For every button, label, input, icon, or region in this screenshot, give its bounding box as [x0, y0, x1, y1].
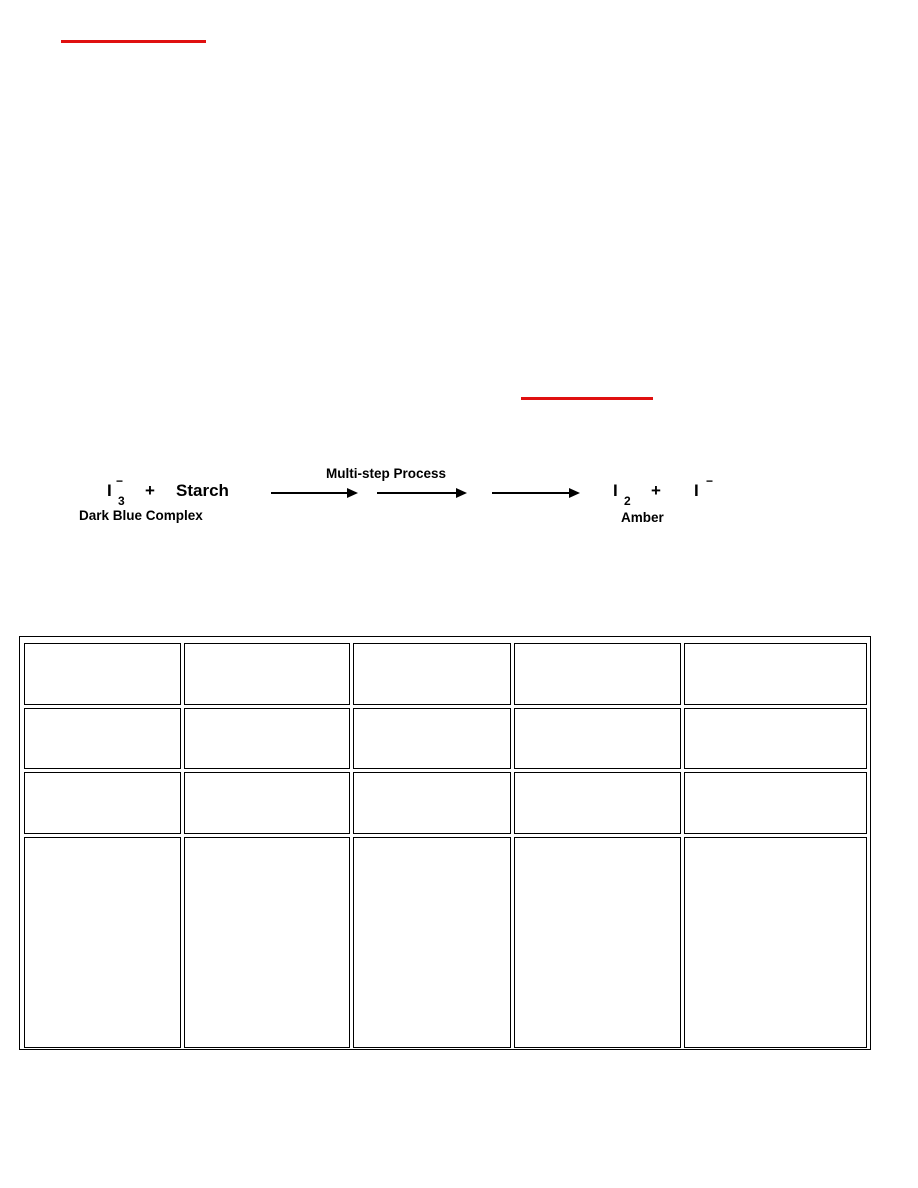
product-2-charge: − [706, 474, 714, 488]
table-cell [353, 643, 511, 705]
table-cell [24, 643, 181, 705]
red-underline-2 [521, 397, 653, 400]
product-1-subscript: 2 [624, 494, 631, 508]
table-cell [184, 643, 350, 705]
table-cell [353, 708, 511, 769]
table-cell [353, 929, 511, 1048]
table-cell [353, 837, 511, 929]
plus-sign-2: + [651, 481, 661, 500]
product-2-species: I [694, 481, 699, 500]
reactant-charge: − [116, 474, 124, 488]
red-underline-1 [61, 40, 206, 43]
data-table [19, 636, 871, 1050]
table-cell [24, 837, 181, 929]
table-cell [514, 772, 681, 834]
reaction-arrow-3 [492, 492, 578, 494]
table-cell [24, 708, 181, 769]
reactant-species: I [107, 481, 112, 500]
table-cell [684, 643, 867, 705]
table-cell [353, 772, 511, 834]
table-cell [24, 929, 181, 1048]
reaction-arrow-2 [377, 492, 465, 494]
table-cell [684, 772, 867, 834]
table-cell [514, 708, 681, 769]
table-cell [514, 643, 681, 705]
table-cell [184, 837, 350, 929]
process-label: Multi-step Process [326, 466, 447, 481]
plus-sign-1: + [145, 481, 155, 500]
reactant-subscript: 3 [118, 494, 125, 508]
table-cell [184, 772, 350, 834]
table-cell [684, 929, 867, 1048]
table-cell [684, 708, 867, 769]
table-cell [184, 929, 350, 1048]
table-cell [184, 708, 350, 769]
reagent-starch: Starch [176, 481, 229, 500]
table-cell [24, 772, 181, 834]
table-cell [684, 837, 867, 929]
product-1-species: I [613, 481, 618, 500]
table-cell [514, 837, 681, 929]
product-caption: Amber [621, 510, 664, 525]
reactant-caption: Dark Blue Complex [79, 508, 203, 523]
table-cell [514, 929, 681, 1048]
reaction-arrow-1 [271, 492, 356, 494]
